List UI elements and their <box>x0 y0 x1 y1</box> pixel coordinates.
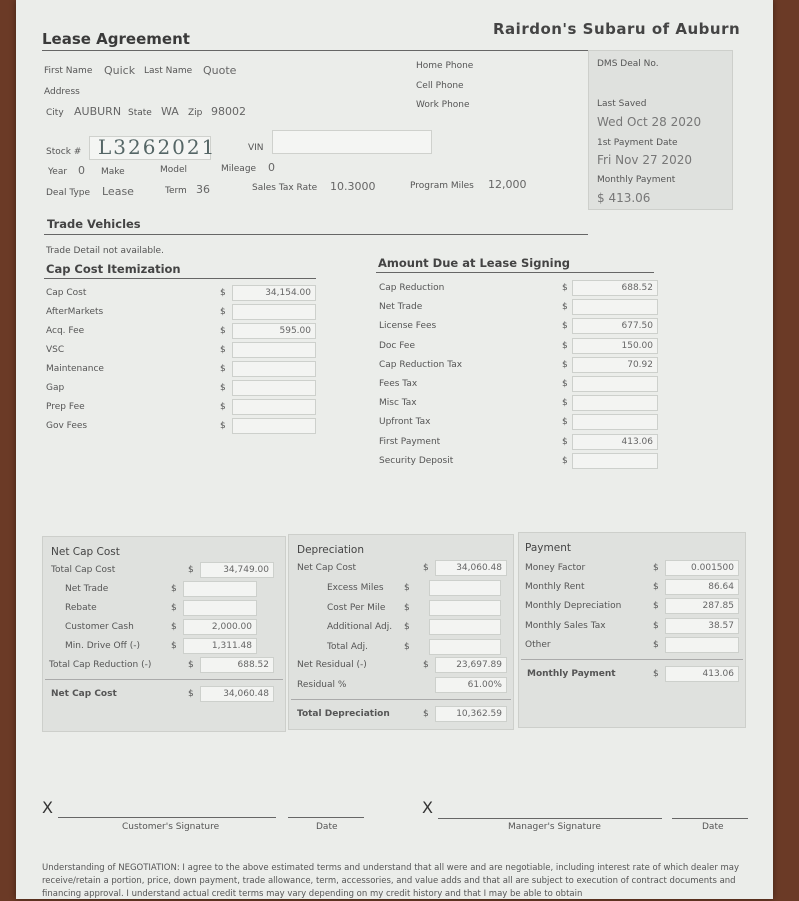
residual-pct-field: 61.00% <box>435 677 507 693</box>
total-cap-cost-label: Total Cap Cost <box>51 565 116 575</box>
vin-field <box>272 130 432 154</box>
depreciation-row-label: Additional Adj. <box>327 622 393 632</box>
work-phone-label: Work Phone <box>416 100 470 110</box>
amount-due-row-dollar: $ <box>562 436 568 447</box>
mileage-value: 0 <box>268 161 275 174</box>
cap-cost-row-label: Maintenance <box>46 364 104 374</box>
manager-date-label: Date <box>702 822 724 832</box>
net-cap-divider <box>45 679 283 680</box>
lease-agreement-page <box>16 0 773 899</box>
year-label: Year <box>48 167 68 177</box>
amount-due-row-field: 70.92 <box>572 357 658 373</box>
amount-due-row-dollar: $ <box>562 302 568 313</box>
net-cap-row-label: Customer Cash <box>65 622 134 632</box>
last-saved-label: Last Saved <box>597 99 647 109</box>
amount-due-row-label: Cap Reduction Tax <box>379 359 463 370</box>
customer-signature-label: Customer's Signature <box>122 822 220 832</box>
page-title: Lease Agreement <box>42 30 190 48</box>
depreciation-row-label: Cost Per Mile <box>327 602 386 613</box>
last-name-label: Last Name <box>144 66 193 76</box>
amount-due-row-label: Security Deposit <box>379 455 454 466</box>
term-value: 36 <box>196 183 210 196</box>
amount-due-row-field: 413.06 <box>572 434 658 450</box>
cap-cost-row-label: Cap Cost <box>46 288 87 298</box>
monthly-payment-total-field: 413.06 <box>665 666 739 682</box>
home-phone-label: Home Phone <box>416 61 474 71</box>
manager-date-line <box>672 818 748 819</box>
cap-cost-row-dollar: $ <box>220 402 226 412</box>
amount-due-row-dollar: $ <box>562 321 568 332</box>
payment-row-label: Money Factor <box>525 563 586 573</box>
cap-cost-row-label: VSC <box>46 345 65 355</box>
depreciation-row-field <box>429 639 501 655</box>
net-cap-row-field <box>183 581 257 597</box>
depreciation-row-field <box>429 600 501 616</box>
total-depreciation-dollar: $ <box>423 709 429 719</box>
trade-detail-note: Trade Detail not available. <box>46 246 164 256</box>
term-label: Term <box>165 186 187 196</box>
amount-due-row-dollar: $ <box>562 398 568 409</box>
payment-row-field: 38.57 <box>665 618 739 634</box>
cap-cost-row-field: 34,154.00 <box>232 285 316 301</box>
depreciation-divider <box>291 699 511 700</box>
net-cap-cost-label: Net Cap Cost <box>51 689 117 699</box>
customer-date-label: Date <box>316 822 338 832</box>
payment-row-label: Monthly Rent <box>525 582 585 593</box>
net-cap-row-label: Min. Drive Off (-) <box>65 641 140 651</box>
payment-panel <box>518 532 746 728</box>
zip-value: 98002 <box>211 105 246 118</box>
depreciation-row-field <box>429 619 501 635</box>
payment-row-field <box>665 637 739 653</box>
total-cap-reduction-dollar: $ <box>188 660 194 670</box>
net-cap-row-dollar: $ <box>171 641 177 651</box>
amount-due-row-dollar: $ <box>562 379 568 389</box>
dep-net-cap-dollar: $ <box>423 563 429 573</box>
program-miles-label: Program Miles <box>410 181 474 191</box>
last-saved-value: Wed Oct 28 2020 <box>597 115 702 129</box>
cap-cost-row-label: Gap <box>46 383 65 393</box>
customer-signature-line <box>58 817 276 818</box>
net-residual-dollar: $ <box>423 660 429 670</box>
amount-due-divider <box>376 272 654 273</box>
amount-due-row-field <box>572 395 658 411</box>
amount-due-row-dollar: $ <box>562 359 568 370</box>
payment-row-field: 287.85 <box>665 598 739 614</box>
depreciation-row-field <box>429 580 501 596</box>
cell-phone-label: Cell Phone <box>416 81 464 91</box>
amount-due-row-label: Fees Tax <box>379 379 418 389</box>
cap-cost-row-label: AfterMarkets <box>46 307 104 317</box>
cap-cost-row-label: Gov Fees <box>46 421 88 431</box>
cap-cost-row-field <box>232 380 316 396</box>
mileage-label: Mileage <box>221 164 257 174</box>
zip-label: Zip <box>188 108 203 118</box>
manager-signature-label: Manager's Signature <box>508 822 601 832</box>
amount-due-row-label: Upfront Tax <box>379 417 431 428</box>
monthly-payment-value: $ 413.06 <box>597 191 651 205</box>
dms-panel <box>588 50 733 210</box>
depreciation-panel <box>288 534 514 730</box>
address-label: Address <box>44 87 80 97</box>
monthly-payment-label: Monthly Payment <box>597 175 676 185</box>
cap-cost-row-dollar: $ <box>220 326 226 336</box>
cap-cost-row-dollar: $ <box>220 307 226 317</box>
amount-due-row-dollar: $ <box>562 455 568 466</box>
amount-due-row-label: Doc Fee <box>379 340 416 351</box>
payment-row-dollar: $ <box>653 601 659 612</box>
cap-cost-row-dollar: $ <box>220 288 226 298</box>
amount-due-row-dollar: $ <box>562 283 568 293</box>
monthly-payment-total-dollar: $ <box>653 669 659 679</box>
net-residual-field: 23,697.89 <box>435 657 507 673</box>
state-value: WA <box>161 105 179 118</box>
amount-due-row-dollar: $ <box>562 417 568 428</box>
depreciation-heading: Depreciation <box>297 544 364 556</box>
depreciation-row-label: Excess Miles <box>327 583 384 593</box>
amount-due-row-field <box>572 453 658 469</box>
first-name-label: First Name <box>44 66 93 76</box>
total-cap-cost-dollar: $ <box>188 565 194 575</box>
dealer-name: Rairdon's Subaru of Auburn <box>493 20 741 38</box>
amount-due-row-field: 677.50 <box>572 318 658 334</box>
amount-due-row-field: 688.52 <box>572 280 658 296</box>
customer-date-line <box>288 817 364 818</box>
net-cap-row-dollar: $ <box>171 622 177 632</box>
amount-due-row-field <box>572 414 658 430</box>
amount-due-row-label: Cap Reduction <box>379 283 445 293</box>
depreciation-row-dollar: $ <box>404 583 410 593</box>
net-residual-label: Net Residual (-) <box>297 660 367 670</box>
total-cap-reduction-label: Total Cap Reduction (-) <box>49 660 152 670</box>
cap-cost-row-dollar: $ <box>220 345 226 355</box>
first-name-value: Quick <box>104 64 136 77</box>
dms-deal-no-label: DMS Deal No. <box>597 59 659 69</box>
dep-net-cap-field: 34,060.48 <box>435 560 507 576</box>
amount-due-row-label: Net Trade <box>379 302 423 313</box>
amount-due-row-field <box>572 376 658 392</box>
vin-label: VIN <box>248 143 264 153</box>
payment-row-dollar: $ <box>653 620 659 631</box>
depreciation-row-dollar: $ <box>404 622 410 632</box>
amount-due-heading: Amount Due at Lease Signing <box>378 256 570 270</box>
make-label: Make <box>101 167 125 177</box>
net-cap-row-label: Rebate <box>65 603 97 613</box>
payment-row-dollar: $ <box>653 582 659 593</box>
year-value: 0 <box>78 164 85 177</box>
cap-cost-row-dollar: $ <box>220 364 226 374</box>
trade-divider <box>44 234 588 235</box>
payment-row-label: Other <box>525 639 551 650</box>
net-cap-row-field <box>183 600 257 616</box>
payment-row-label: Monthly Sales Tax <box>525 620 606 631</box>
net-cap-row-label: Net Trade <box>65 584 109 594</box>
cap-cost-row-field <box>232 304 316 320</box>
payment-row-field: 0.001500 <box>665 560 739 576</box>
cap-cost-row-label: Acq. Fee <box>46 326 85 336</box>
deal-type-value: Lease <box>102 185 134 198</box>
negotiation-disclaimer: Understanding of NEGOTIATION: I agree to the above estimated terms and understand that all were and are negotiable, including interest rate of which dealer may receive/retain a portion, price, down payment, trade allowance, term, accessories, and value adds and that all are subject to execution of contract documents and financing approval. I understand actual credit terms may vary depending on my credit history and that I may be able to obtain <box>42 863 740 899</box>
stock-label: Stock # <box>46 147 82 157</box>
amount-due-row-label: First Payment <box>379 436 441 447</box>
net-cap-row-field: 1,311.48 <box>183 638 257 654</box>
cap-cost-row-dollar: $ <box>220 383 226 393</box>
sales-tax-rate-value: 10.3000 <box>330 180 376 193</box>
net-cap-cost-field: 34,060.48 <box>200 686 274 702</box>
dep-net-cap-label: Net Cap Cost <box>297 563 357 573</box>
depreciation-row-label: Total Adj. <box>327 641 368 652</box>
model-label: Model <box>160 165 188 175</box>
city-value: AUBURN <box>74 105 122 118</box>
amount-due-row-field: 150.00 <box>572 338 658 354</box>
residual-pct-label: Residual % <box>297 680 347 690</box>
payment-row-field: 86.64 <box>665 579 739 595</box>
amount-due-row-field <box>572 299 658 315</box>
net-cap-row-dollar: $ <box>171 603 177 613</box>
total-depreciation-label: Total Depreciation <box>297 709 390 719</box>
payment-heading: Payment <box>525 542 571 554</box>
deal-type-label: Deal Type <box>46 188 91 198</box>
monthly-payment-total-label: Monthly Payment <box>527 669 616 679</box>
program-miles-value: 12,000 <box>488 178 527 191</box>
amount-due-row-dollar: $ <box>562 340 568 351</box>
net-cap-cost-dollar: $ <box>188 689 194 699</box>
amount-due-row-label: License Fees <box>379 321 437 332</box>
state-label: State <box>128 108 152 118</box>
payment-row-label: Monthly Depreciation <box>525 601 622 612</box>
last-name-value: Quote <box>203 64 237 77</box>
payment-row-dollar: $ <box>653 563 659 573</box>
city-label: City <box>46 108 64 118</box>
cap-cost-row-label: Prep Fee <box>46 402 85 412</box>
sales-tax-rate-label: Sales Tax Rate <box>252 183 318 193</box>
stock-box <box>89 135 217 160</box>
depreciation-row-dollar: $ <box>404 641 410 652</box>
net-cap-heading: Net Cap Cost <box>51 546 120 558</box>
customer-signature-x: X <box>42 798 53 817</box>
total-cap-cost-field: 34,749.00 <box>200 562 274 578</box>
amount-due-row-label: Misc Tax <box>379 398 417 409</box>
total-cap-reduction-field: 688.52 <box>200 657 274 673</box>
payment-divider <box>521 659 743 660</box>
payment-row-dollar: $ <box>653 639 659 650</box>
net-cap-panel <box>42 536 286 732</box>
first-payment-label: 1st Payment Date <box>597 138 678 148</box>
cap-cost-divider <box>44 278 316 279</box>
stock-value: L3262021 <box>98 135 217 159</box>
first-payment-value: Fri Nov 27 2020 <box>597 153 692 167</box>
manager-signature-line <box>438 818 662 819</box>
net-cap-row-field: 2,000.00 <box>183 619 257 635</box>
cap-cost-row-field <box>232 418 316 434</box>
net-cap-row-dollar: $ <box>171 584 177 594</box>
manager-signature-x: X <box>422 798 433 817</box>
cap-cost-row-field: 595.00 <box>232 323 316 339</box>
cap-cost-heading: Cap Cost Itemization <box>46 262 181 276</box>
total-depreciation-field: 10,362.59 <box>435 706 507 722</box>
depreciation-row-dollar: $ <box>404 602 410 613</box>
trade-vehicles-heading: Trade Vehicles <box>47 217 141 231</box>
cap-cost-row-field <box>232 361 316 377</box>
cap-cost-row-dollar: $ <box>220 421 226 431</box>
cap-cost-row-field <box>232 399 316 415</box>
cap-cost-row-field <box>232 342 316 358</box>
